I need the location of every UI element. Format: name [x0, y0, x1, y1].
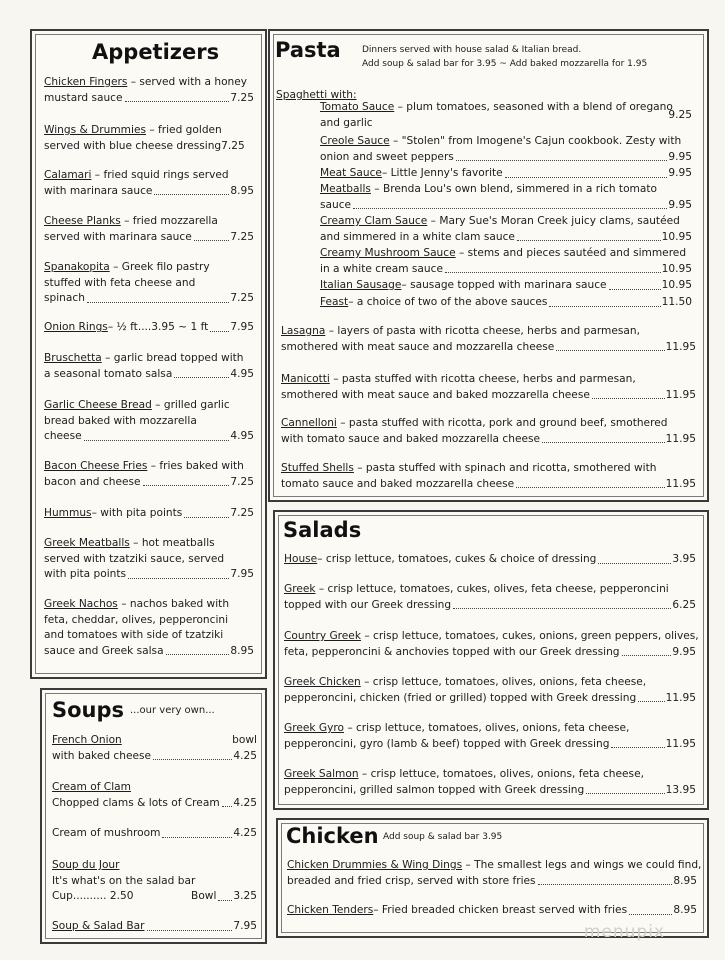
item-desc: – nachos baked with: [117, 598, 230, 610]
item-desc-3: and tomatoes with side of tzatziki: [44, 629, 224, 641]
item-desc-2: served with tzatziki sauce, served: [44, 552, 225, 565]
menu-item-house-salad[interactable]: [284, 552, 696, 568]
item-name: Italian Sausage: [320, 279, 402, 291]
item-name: Onion Rings: [44, 321, 108, 333]
menu-item-bacon-cheese-fries[interactable]: [44, 459, 254, 490]
menu-item-hummus[interactable]: [44, 506, 254, 522]
watermark: menupix: [583, 922, 665, 942]
item-name: Stuffed Shells: [281, 462, 354, 474]
item-price: 7.95: [230, 321, 254, 333]
menu-item-wings[interactable]: [44, 123, 254, 154]
item-price: 7.25: [230, 230, 254, 243]
item-desc: – crisp lettuce, tomatoes, olives, onions, feta cheese,: [358, 768, 644, 780]
item-price: 11.95: [665, 340, 696, 353]
item-desc: – crisp lettuce, tomatoes, olives, onions, feta cheese,: [343, 722, 630, 734]
item-desc: – fried mozzarella: [120, 215, 218, 227]
item-name: Soup du Jour: [52, 859, 120, 871]
item-desc-4: sauce and Greek salsa: [44, 644, 164, 657]
menu-item-creole-sauce[interactable]: [320, 134, 692, 165]
item-price: 7.25: [221, 139, 245, 152]
item-name: Greek Chicken: [284, 676, 361, 688]
item-desc-2: topped with our Greek dressing: [284, 598, 452, 611]
item-desc: Chopped clams & lots of Cream: [52, 796, 220, 809]
item-desc: – garlic bread topped with: [101, 352, 244, 364]
menu-item-onion-rings[interactable]: [44, 320, 254, 336]
item-desc: – ½ ft....3.95 ~ 1 ft: [107, 321, 209, 333]
item-desc-2: served with marinara sauce: [44, 230, 192, 243]
chicken-title: Chicken: [286, 824, 379, 848]
chicken-note: Add soup & salad bar 3.95: [383, 832, 503, 842]
item-desc-2: smothered with meat sauce and baked mozzarella cheese: [281, 388, 590, 401]
item-desc: – crisp lettuce, tomatoes, cukes, olives, feta cheese, pepperoncini: [315, 583, 669, 595]
item-name: Bacon Cheese Fries: [44, 460, 148, 472]
pasta-title: Pasta: [275, 38, 341, 62]
item-price: 10.95: [661, 262, 692, 275]
appetizers-title: Appetizers: [92, 40, 220, 64]
item-desc-2: stuffed with feta cheese and: [44, 276, 196, 289]
item-price: 4.25: [233, 749, 257, 762]
item-desc: – layers of pasta with ricotta cheese, herbs and parmesan,: [325, 325, 640, 337]
bowl-label: Bowl: [191, 890, 217, 902]
item-desc-3: spinach: [44, 292, 85, 304]
item-price: 4.95: [230, 430, 254, 442]
cup-price: Cup.......... 2.50: [52, 890, 134, 902]
item-desc: – fried squid rings served: [91, 169, 229, 181]
item-desc: – sausage topped with marinara sauce: [401, 279, 607, 291]
item-name: Creole Sauce: [320, 135, 390, 147]
menu-item-soup-du-jour[interactable]: [52, 858, 257, 905]
menu-item-greek-nachos[interactable]: [44, 597, 254, 659]
item-desc-3: with pita points: [44, 568, 127, 580]
item-price: 9.95: [668, 198, 692, 211]
menu-item-meatballs[interactable]: [320, 182, 692, 213]
menu-item-creamy-clam-sauce[interactable]: [320, 214, 692, 245]
item-name: Chicken Drummies & Wing Dings: [287, 859, 463, 871]
item-desc: – Brenda Lou's own blend, simmered in a rich tomato: [370, 183, 657, 195]
menu-item-soup-salad-bar[interactable]: [52, 919, 257, 935]
item-desc-2: in a white cream sauce: [320, 262, 443, 275]
item-desc: – grilled garlic: [151, 399, 230, 411]
menu-item-creamy-mushroom-sauce[interactable]: [320, 246, 692, 277]
item-name: Manicotti: [281, 373, 330, 385]
item-price: 7.25: [230, 91, 254, 104]
menu-item-country-greek-salad[interactable]: [284, 629, 699, 660]
item-price: 4.25: [233, 827, 257, 839]
menu-item-cheese-planks[interactable]: [44, 214, 254, 245]
item-name: Creamy Mushroom Sauce: [320, 247, 456, 259]
pasta-note-2: Add soup & salad bar for 3.95 ~ Add baked mozzarella for 1.95: [362, 59, 648, 69]
menu-item-chicken-drummies[interactable]: [287, 858, 702, 889]
item-price: 13.95: [665, 783, 696, 796]
item-desc: – The smallest legs and wings we could find,: [462, 859, 702, 871]
item-desc-2: feta, cheddar, olives, pepperoncini: [44, 613, 229, 626]
item-desc-2: bacon and cheese: [44, 475, 141, 488]
menu-item-manicotti[interactable]: [281, 372, 696, 403]
item-desc-2: feta, pepperoncini & anchovies topped with our Greek dressing: [284, 645, 620, 658]
menu-item-lasagna[interactable]: [281, 324, 696, 355]
item-desc: – Little Jenny's favorite: [381, 167, 503, 179]
item-desc: – served with a honey: [127, 76, 248, 88]
soups-subtitle: ...our very own...: [130, 705, 215, 716]
item-desc: – Fried breaded chicken breast served with fries: [373, 904, 628, 916]
menu-item-french-onion[interactable]: [52, 733, 257, 764]
menu-item-chicken-fingers[interactable]: [44, 75, 254, 106]
item-name: House: [284, 553, 318, 565]
salads-title: Salads: [283, 518, 362, 542]
item-price: 8.95: [230, 184, 254, 197]
item-price: 4.25: [233, 796, 257, 809]
menu-item-greek-chicken-salad[interactable]: [284, 675, 696, 706]
item-desc: – crisp lettuce, tomatoes, olives, onions, feta cheese,: [360, 676, 647, 688]
item-desc: – plum tomatoes, seasoned with a blend of oregano: [394, 101, 673, 113]
item-price: 8.95: [673, 904, 697, 916]
item-name: Feast: [320, 296, 349, 308]
item-desc: – Mary Sue's Moran Creek juicy clams, sautéed: [427, 215, 680, 227]
item-price: 7.25: [230, 292, 254, 304]
item-desc-2: tomato sauce and baked mozzarella cheese: [281, 477, 515, 490]
item-price: 7.95: [233, 920, 257, 932]
menu-item-cannelloni[interactable]: [281, 416, 696, 447]
menu-item-garlic-cheese-bread[interactable]: [44, 398, 254, 445]
item-desc-2: sauce: [320, 198, 352, 211]
item-name: Cannelloni: [281, 417, 337, 429]
menu-item-chicken-tenders[interactable]: [287, 903, 697, 919]
item-name: Greek Meatballs: [44, 537, 130, 549]
item-name: Creamy Clam Sauce: [320, 215, 428, 227]
item-name: Greek Nachos: [44, 598, 118, 610]
item-desc: – a choice of two of the above sauces: [348, 296, 548, 308]
item-desc-2: onion and sweet peppers: [320, 150, 454, 163]
spaghetti-header-label: Spaghetti with:: [276, 89, 357, 101]
item-desc: – crisp lettuce, tomatoes, cukes, onions, green peppers, olives,: [360, 630, 699, 642]
item-name: Spanakopita: [44, 261, 110, 273]
item-desc-2: breaded and fried crisp, served with store fries: [287, 874, 536, 887]
item-desc: – Greek filo pastry: [109, 261, 210, 273]
item-desc-2: bread baked with mozzarella: [44, 414, 197, 427]
menu-item-cream-of-mushroom[interactable]: [52, 826, 257, 842]
item-desc-2: smothered with meat sauce and mozzarella cheese: [281, 340, 555, 353]
item-price: 8.95: [230, 644, 254, 657]
item-price: 9.25: [668, 108, 692, 121]
item-desc-2: with marinara sauce: [44, 184, 153, 197]
item-desc-2: pepperoncini, grilled salmon topped with Greek dressing: [284, 783, 585, 796]
item-price: 11.50: [661, 296, 692, 308]
item-price: 10.95: [661, 279, 692, 291]
item-price: 10.95: [661, 230, 692, 243]
item-price: 11.95: [665, 388, 696, 401]
item-desc: – crisp lettuce, tomatoes, cukes & choice of dressing: [317, 553, 597, 565]
item-price: 3.95: [672, 553, 696, 565]
menu-item-italian-sausage[interactable]: [320, 278, 692, 294]
item-desc: Cream of mushroom: [52, 827, 161, 839]
item-price: 4.95: [230, 367, 254, 380]
item-name: French Onion: [52, 734, 122, 746]
bowl-label: bowl: [232, 734, 257, 746]
item-name: Meat Sauce: [320, 167, 382, 179]
menu-item-tomato-sauce[interactable]: [320, 100, 692, 131]
item-price: 8.95: [673, 874, 697, 887]
item-price: 6.25: [672, 598, 696, 611]
menu-item-calamari[interactable]: [44, 168, 254, 199]
item-desc-2: pepperoncini, chicken (fried or grilled) topped with Greek dressing: [284, 691, 637, 704]
menu-item-stuffed-shells[interactable]: [281, 461, 696, 492]
item-price: 7.95: [230, 568, 254, 580]
item-desc: with baked cheese: [52, 749, 152, 762]
menu-item-greek-gyro-salad[interactable]: [284, 721, 696, 752]
item-price: 11.95: [665, 737, 696, 750]
item-price: 7.25: [230, 475, 254, 488]
menu-item-meat-sauce[interactable]: [320, 166, 692, 182]
item-price: 3.25: [233, 890, 257, 902]
item-name: Chicken Fingers: [44, 76, 128, 88]
item-desc: – "Stolen" from Imogene's Cajun cookbook. Zesty with: [389, 135, 682, 147]
item-desc-2: mustard sauce: [44, 91, 123, 104]
item-name: Wings & Drummies: [44, 124, 146, 136]
item-price: 9.95: [668, 150, 692, 163]
menu-item-feast[interactable]: [320, 295, 692, 311]
menu-item-bruschetta[interactable]: [44, 351, 254, 382]
item-price: 9.95: [672, 645, 696, 658]
item-desc: – with pita points: [91, 507, 183, 519]
item-name: Hummus: [44, 507, 92, 519]
menu-item-spanakopita[interactable]: [44, 260, 254, 307]
menu-item-greek-salad[interactable]: [284, 582, 696, 613]
soups-title: Soups: [52, 698, 125, 722]
item-name: Garlic Cheese Bread: [44, 399, 152, 411]
menu-item-greek-salmon-salad[interactable]: [284, 767, 696, 798]
item-name: Bruschetta: [44, 352, 102, 364]
item-name: Lasagna: [281, 325, 326, 337]
item-price: 11.95: [665, 691, 696, 704]
item-price: 7.25: [230, 507, 254, 519]
item-name: Greek: [284, 583, 316, 595]
item-price: 11.95: [665, 432, 696, 445]
item-name: Cheese Planks: [44, 215, 121, 227]
menu-item-cream-of-clam[interactable]: [52, 780, 257, 811]
item-desc: – fries baked with: [147, 460, 244, 472]
item-desc: – fried golden: [146, 124, 222, 136]
item-desc: – pasta stuffed with ricotta cheese, herbs and parmesan,: [329, 373, 636, 385]
item-desc-3: cheese: [44, 430, 82, 442]
item-desc: – stems and pieces sautéed and simmered: [455, 247, 687, 259]
pasta-note-1: Dinners served with house salad & Italian bread.: [362, 45, 582, 55]
item-desc-2: a seasonal tomato salsa: [44, 367, 173, 380]
item-name: Meatballs: [320, 183, 371, 195]
item-desc-2: and simmered in a white clam sauce: [320, 230, 515, 243]
item-name: Greek Gyro: [284, 722, 344, 734]
item-desc: – pasta stuffed with ricotta, pork and ground beef, smothered: [336, 417, 668, 429]
menu-item-greek-meatballs[interactable]: [44, 536, 254, 583]
item-desc: It's what's on the salad bar: [52, 874, 196, 887]
item-price: 9.95: [668, 167, 692, 179]
item-name: Calamari: [44, 169, 92, 181]
item-name: Soup & Salad Bar: [52, 920, 145, 932]
item-desc-2: served with blue cheese dressing: [44, 139, 222, 152]
item-name: Country Greek: [284, 630, 361, 642]
item-price: 11.95: [665, 477, 696, 490]
item-name: Tomato Sauce: [320, 101, 395, 113]
item-desc: – pasta stuffed with spinach and ricotta, smothered with: [353, 462, 657, 474]
item-desc: – hot meatballs: [129, 537, 215, 549]
soups-section: [40, 688, 267, 944]
item-name: Greek Salmon: [284, 768, 359, 780]
item-desc-2: and garlic: [320, 116, 373, 129]
item-desc-2: with tomato sauce and baked mozzarella cheese: [281, 432, 541, 445]
item-name: Cream of Clam: [52, 781, 131, 793]
item-name: Chicken Tenders: [287, 904, 374, 916]
item-desc-2: pepperoncini, gyro (lamb & beef) topped with Greek dressing: [284, 737, 610, 750]
